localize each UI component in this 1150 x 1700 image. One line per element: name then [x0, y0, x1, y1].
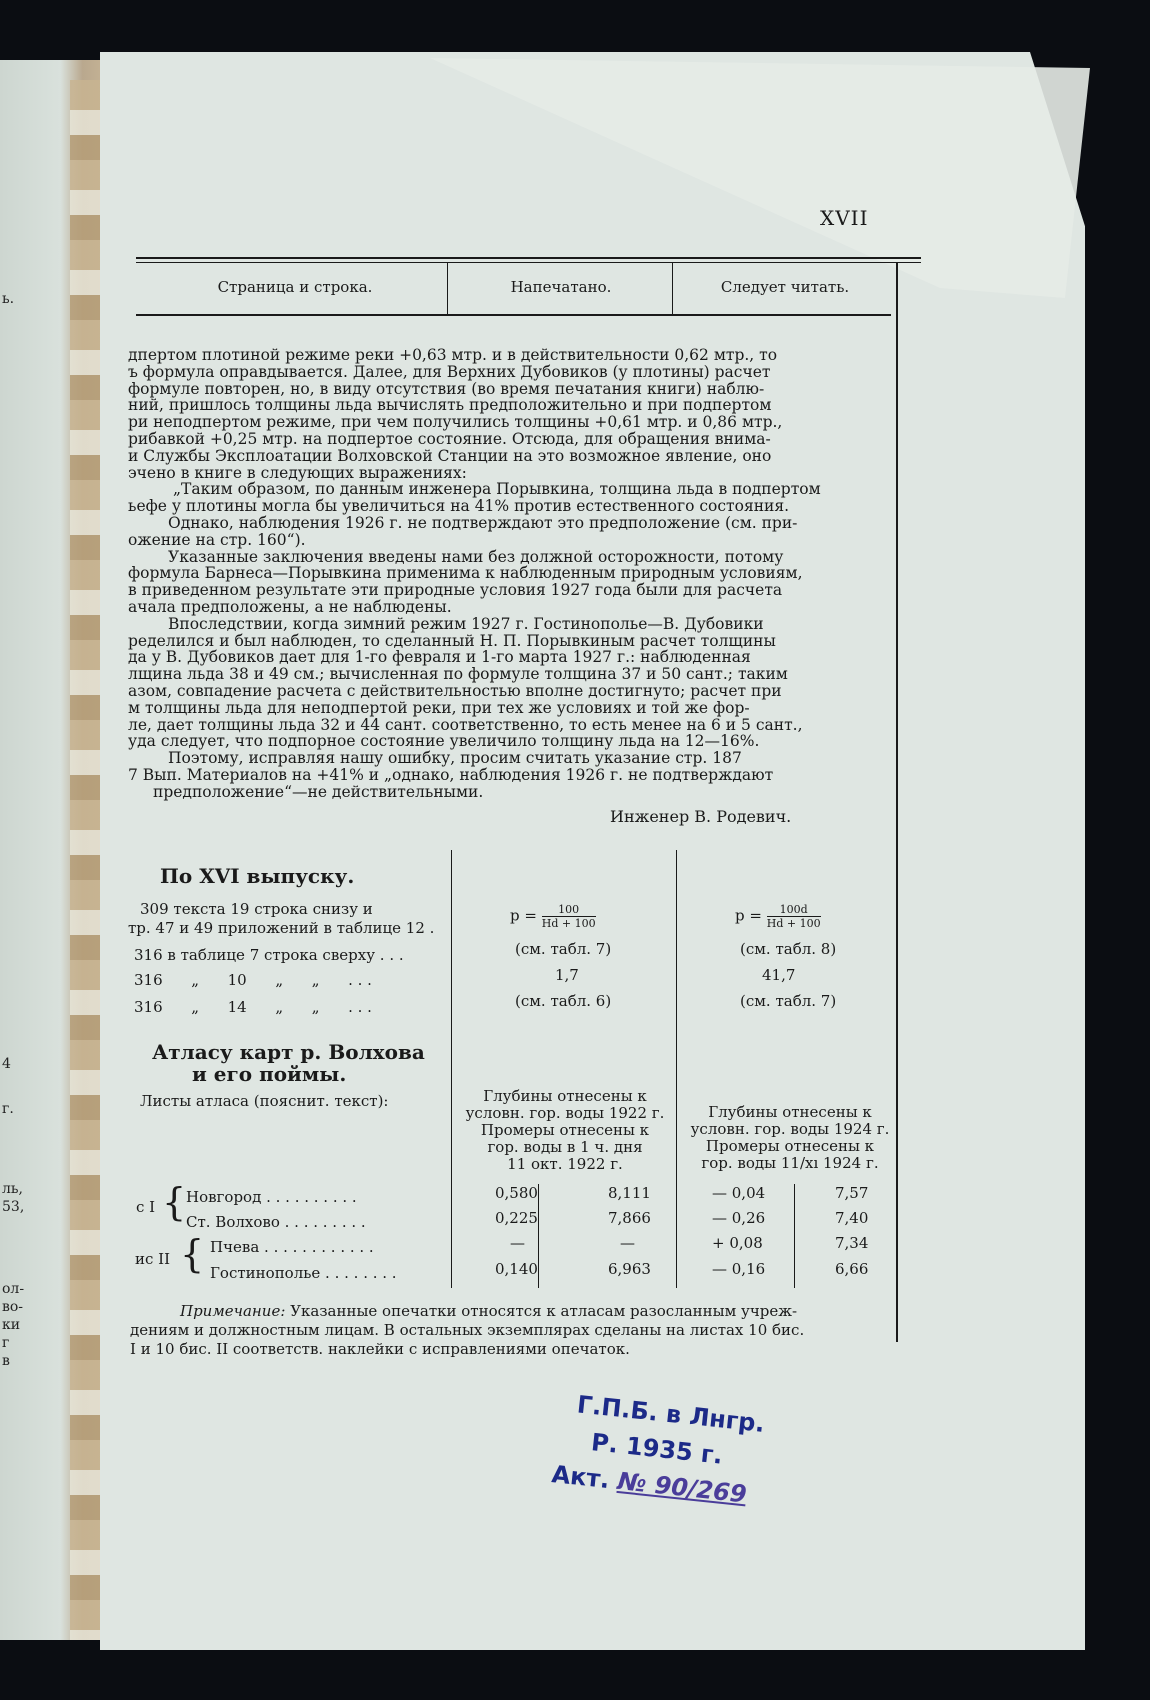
header-line: 11 окт. 1922 г.: [507, 1155, 623, 1173]
footnote-line: I и 10 бис. II соответств. наклейки с исправлениями опечаток.: [130, 1340, 630, 1358]
text-line: Поэтому, исправляя нашу ошибку, просим считать указание стр. 187: [168, 749, 742, 768]
brace-glyph: {: [180, 1232, 205, 1276]
header-line: гор. воды 11/xı 1924 г.: [701, 1154, 879, 1172]
header-line: условн. гор. воды 1922 г.: [465, 1104, 665, 1122]
corrected-depth: 7,57: [835, 1184, 869, 1202]
formula-fraction: [542, 903, 596, 930]
errata-location: 309 текста 19 строка снизу и: [140, 900, 373, 918]
header-line: Глубины отнесены к: [708, 1103, 872, 1121]
errata-location: 316 „ 10 „ „ . . .: [134, 971, 372, 989]
author-signature: Инженер В. Родевич.: [610, 807, 792, 826]
prev-page-text: ль,: [2, 1181, 23, 1197]
text-line: Однако, наблюдения 1926 г. не подтверждают это предположение (см. при-: [168, 513, 798, 532]
prev-page-text: 4: [2, 1056, 11, 1072]
text-line: эчено в книге в следующих выражениях:: [128, 463, 467, 482]
header-top-rule: [136, 257, 921, 259]
fraction-denominator: Hd + 100: [766, 917, 821, 930]
text-line: дпертом плотиной режиме реки +0,63 мтр. и в действительности 0,62 мтр., то: [128, 346, 778, 364]
text-line: ачала предположены, а не наблюдены.: [128, 597, 452, 616]
text-line: ри неподпертом режиме, при чем получились толщины +0,61 мтр. и 0,86 мтр.,: [128, 413, 783, 432]
section-title-xvi: По XVI выпуску.: [160, 864, 355, 888]
printed-depth: 0,140: [495, 1260, 538, 1278]
brace-glyph: {: [162, 1180, 187, 1224]
text-line: ьефе у плотины могла бы увеличиться на 41% против естественного состояния.: [128, 497, 790, 516]
text-line: „Таким образом, по данным инженера Порывкина, толщина льда в подпертом: [173, 480, 821, 499]
printed-header: [455, 1088, 675, 1173]
text-line: м толщины льда для неподпертой реки, при тех же условиях и той же фор-: [128, 698, 750, 717]
stamp-act-number: № 90/269: [616, 1467, 748, 1509]
column-header-printed: Напечатано.: [510, 278, 612, 296]
printed-formula: [510, 903, 596, 930]
station-name: Новгород . . . . . . . . . .: [186, 1188, 357, 1206]
formula-fraction: [767, 903, 821, 930]
sub-column-divider: [538, 1184, 539, 1288]
printed-value: 1,7: [555, 966, 579, 984]
prev-page-text: 53,: [2, 1199, 25, 1215]
text-line: рибавкой +0,25 мтр. на подпертое состояние. Отсюда, для обращения внима-: [128, 429, 771, 448]
footnote: [130, 1302, 890, 1359]
corrected-depth: 6,66: [835, 1260, 869, 1278]
prev-page-text: г.: [2, 1101, 14, 1117]
text-line: Впоследствии, когда зимний режим 1927 г. Гостинополье—В. Дубовики: [168, 614, 764, 633]
corrected-depth: 7,40: [835, 1209, 869, 1227]
column-header-read: Следует читать.: [720, 278, 850, 296]
header-line: гор. воды в 1 ч. дня: [487, 1138, 643, 1156]
header-bottom-rule: [136, 314, 891, 316]
table-divider: [451, 850, 452, 1288]
header-top-rule-thin: [136, 262, 921, 263]
stamp-line: Р. 1935 г.: [589, 1428, 724, 1470]
stamp-act-label: Акт.: [550, 1460, 611, 1494]
printed-depth: 7,866: [608, 1209, 651, 1227]
header-line: Глубины отнесены к: [483, 1087, 647, 1105]
printed-depth: —: [620, 1234, 635, 1252]
printed-value: (см. табл. 6): [515, 992, 612, 1010]
printed-depth: 6,963: [608, 1260, 651, 1278]
printed-depth: 0,580: [495, 1184, 538, 1202]
text-line: в приведенном результате эти природные условия 1927 года были для расчета: [128, 581, 783, 600]
fraction-numerator: 100d: [767, 903, 821, 917]
corrected-value: 41,7: [762, 966, 796, 984]
text-line: и Службы Эксплоатации Волховской Станции на это возможное явление, оно: [128, 446, 772, 465]
table-divider: [676, 850, 677, 1288]
footnote-text: Указанные опечатки относятся к атласам разосланным учреж-: [290, 1302, 798, 1320]
right-border-rule: [896, 262, 898, 1342]
corrected-depth: — 0,16: [712, 1260, 766, 1278]
corrected-value: (см. табл. 7): [740, 992, 837, 1010]
errata-location: тр. 47 и 49 приложений в таблице 12 .: [128, 919, 435, 937]
station-name: Гостинополье . . . . . . . .: [210, 1264, 397, 1282]
text-line: лщина льда 38 и 49 см.; вычисленная по формуле толщина 37 и 50 сант.; таким: [128, 665, 788, 684]
atlas-sheets-label: Листы атласа (пояснит. текст):: [140, 1092, 389, 1110]
text-line: ределился и был наблюден, то сделанный Н. П. Порывкиным расчет толщины: [128, 631, 776, 650]
corrected-depth: — 0,26: [712, 1209, 766, 1227]
errata-location: 316 „ 14 „ „ . . .: [134, 998, 372, 1016]
formula-lhs: р =: [735, 906, 762, 925]
printed-depth: 0,225: [495, 1209, 538, 1227]
header-divider: [447, 262, 448, 314]
corrected-formula: [735, 903, 821, 930]
text-line: ъ формула оправдывается. Далее, для Верхних Дубовиков (у плотины) расчет: [128, 362, 771, 381]
sheet-group-label: ис II: [135, 1250, 171, 1268]
corrected-header: [680, 1104, 900, 1172]
text-line: Указанные заключения введены нами без должной осторожности, потому: [168, 547, 784, 566]
formula-lhs: р =: [510, 906, 537, 925]
station-name: Пчева . . . . . . . . . . . .: [210, 1238, 374, 1256]
header-line: Промеры отнесены к: [480, 1121, 650, 1139]
printed-depth: —: [510, 1234, 525, 1252]
corrected-depth: + 0,08: [712, 1234, 763, 1252]
station-name: Ст. Волхово . . . . . . . . .: [186, 1213, 366, 1231]
text-line: азом, совпадение расчета с действительностью вполне достигнуто; расчет при: [128, 681, 782, 700]
text-line: предположение“—не действительными.: [153, 782, 484, 801]
text-line: ний, пришлось толщины льда вычислять предположительно и при подпертом: [128, 396, 772, 415]
prev-page-text: во-: [2, 1299, 24, 1315]
section-title-atlas-sub: и его поймы.: [192, 1062, 347, 1086]
header-line: условн. гор. воды 1924 г.: [690, 1120, 890, 1138]
header-line: Промеры отнесены к: [705, 1137, 875, 1155]
section-title-atlas: Атласу карт р. Волхова: [152, 1040, 425, 1064]
corrected-value: (см. табл. 8): [740, 940, 837, 958]
header-divider: [672, 262, 673, 314]
corrected-depth: 7,34: [835, 1234, 869, 1252]
printed-depth: 8,111: [608, 1184, 651, 1202]
errata-location: 316 в таблице 7 строка сверху . . .: [134, 946, 404, 964]
errata-explanation-text: [128, 347, 848, 801]
footnote-line: дениям и должностным лицам. В остальных экземплярах сделаны на листах 10 бис.: [130, 1321, 805, 1339]
footnote-line: [130, 1302, 890, 1321]
page-number: XVII: [820, 206, 869, 230]
corrected-depth: — 0,04: [712, 1184, 766, 1202]
text-line: формуле повторен, но, в виду отсутствия (во время печатания книги) наблю-: [128, 379, 765, 398]
prev-page-text: ол-: [2, 1281, 25, 1297]
prev-page-text: г: [2, 1335, 10, 1351]
fraction-numerator: 100: [542, 903, 596, 917]
text-line: ле, дает толщины льда 32 и 44 сант. соответственно, то есть менее на 6 и 5 сант.,: [128, 715, 803, 734]
fraction-denominator: Hd + 100: [541, 917, 596, 930]
prev-page-text: ки: [2, 1317, 21, 1333]
sub-column-divider: [794, 1184, 795, 1288]
column-header-page-line: Страница и строка.: [217, 278, 373, 296]
printed-value: (см. табл. 7): [515, 940, 612, 958]
sheet-group-label: с I: [136, 1198, 156, 1216]
text-line: формула Барнеса—Порывкина применима к наблюденным природным условиям,: [128, 564, 803, 583]
text-line: уда следует, что подпорное состояние увеличило толщину льда на 12—16%.: [128, 732, 760, 751]
prev-page-text: ь.: [2, 291, 15, 307]
text-line: 7 Вып. Материалов на +41% и „однако, наблюдения 1926 г. не подтверждают: [128, 765, 774, 784]
footnote-label: Примечание:: [180, 1302, 286, 1320]
stamp-line: Г.П.Б. в Лнгр.: [575, 1390, 766, 1438]
text-line: да у В. Дубовиков дает для 1-го февраля и 1-го марта 1927 г.: наблюденная: [128, 648, 751, 667]
library-stamp: [550, 1385, 766, 1514]
prev-page-text: в: [2, 1353, 10, 1369]
text-line: ожение на стр. 160“).: [128, 530, 306, 549]
